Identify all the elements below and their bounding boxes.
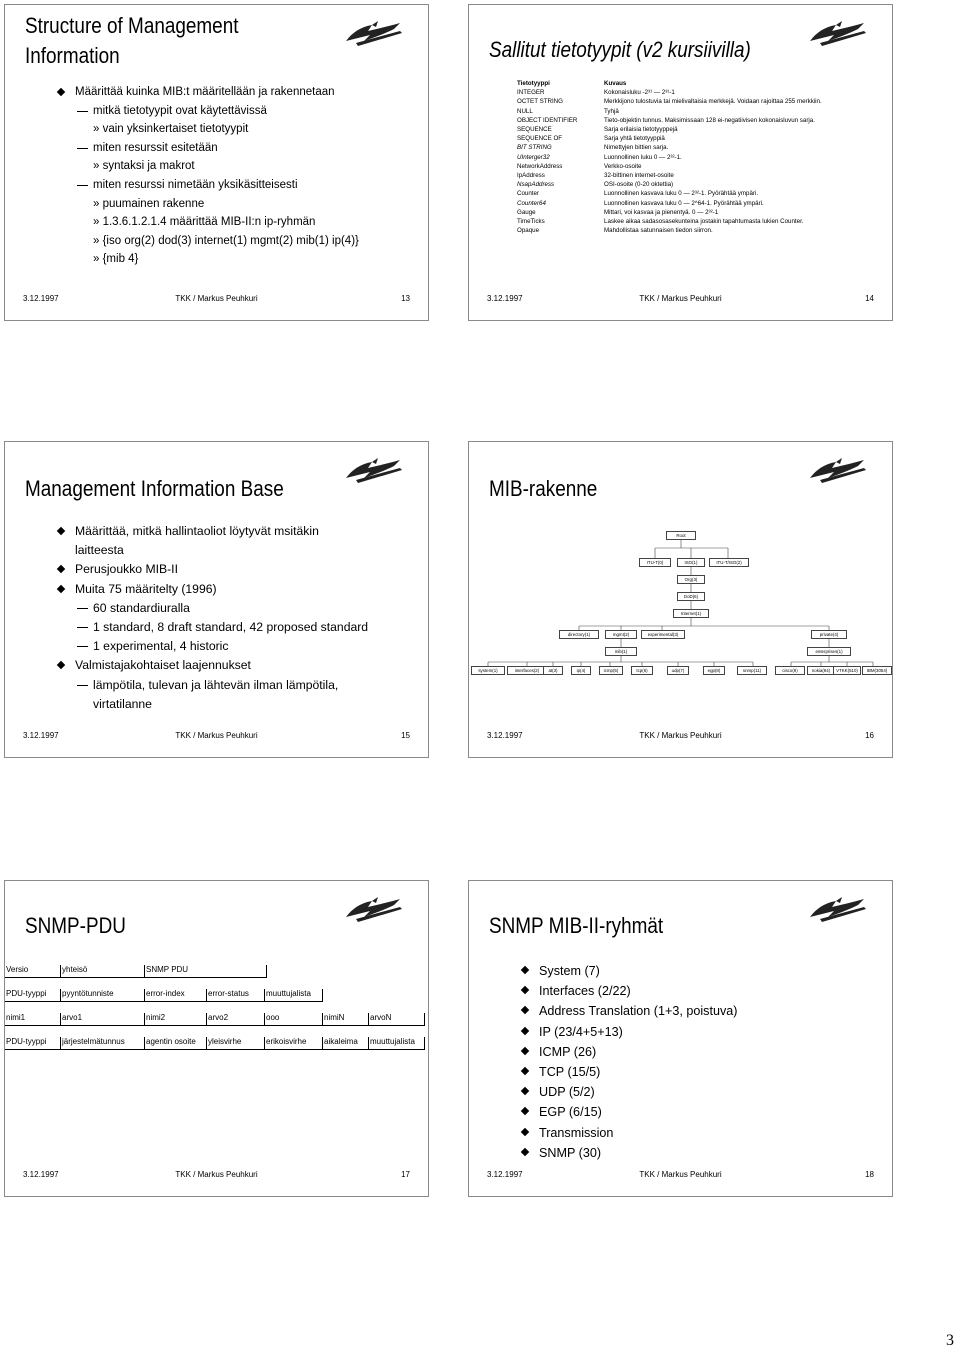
node-mib: mib(1): [605, 647, 637, 656]
slide-title: MIB-rakenne: [489, 476, 598, 501]
footer-date: 3.12.1997: [487, 1170, 523, 1179]
slide-13: [4, 4, 429, 321]
node-interfaces: interfaces(2): [507, 666, 547, 675]
table-row: [517, 199, 844, 208]
sub-item: miten resurssi nimetään yksikäsitteisesti: [5, 176, 428, 195]
table-row: [517, 134, 844, 143]
node-udp: udp(7): [667, 666, 689, 675]
desc-cell: Tyhjä: [604, 107, 619, 115]
pdu-cell: pyyntötunniste: [61, 989, 145, 1002]
desc-cell: Verkko-osoite: [604, 162, 642, 170]
table-row: [517, 189, 844, 198]
slide-footer: [487, 1170, 874, 1182]
slide-number: 15: [401, 731, 410, 740]
footer-date: 3.12.1997: [23, 1170, 59, 1179]
footer-author: TKK / Markus Peuhkuri: [639, 731, 722, 740]
mib-group-item: EGP (6/15): [469, 1102, 892, 1122]
slide-number: 16: [865, 731, 874, 740]
desc-cell: Nimettyjen bittien sarja.: [604, 144, 669, 152]
type-cell: NetworkAddress: [517, 162, 563, 170]
mib-group-item: Transmission: [469, 1123, 892, 1143]
mib-tree-diagram: [469, 530, 893, 700]
table-row: [517, 116, 844, 125]
type-cell: OCTET STRING: [517, 98, 563, 106]
sub-sub-item: » vain yksinkertaiset tietotyypit: [93, 123, 249, 136]
slide-footer: [487, 294, 874, 306]
node-cisco: cisco(9): [775, 666, 805, 675]
mib-group-item: TCP (15/5): [469, 1062, 892, 1082]
sub-item: lämpötila, tulevan ja lähtevän ilman lämpötila,: [5, 676, 428, 695]
bullet-item: Perusjoukko MIB-II: [5, 560, 428, 579]
sub-item: mitkä tietotyypit ovat käytettävissä: [5, 102, 428, 121]
type-cell: SEQUENCE OF: [517, 135, 563, 143]
desc-cell: 32-bittinen internet-osoite: [604, 172, 674, 180]
pdu-cell: erikoisvirhe: [265, 1037, 323, 1050]
sub-sub-item: » {iso org(2) dod(3) internet(1) mgmt(2) mib(1) ip(4)}: [93, 234, 359, 247]
node-mgmt: mgmt(2): [605, 630, 637, 639]
desc-cell: Merkkijono tulostuvia tai mielivaltaisia merkkejä. Voidaan rajoittaa 255 merkkiin.: [604, 98, 822, 106]
slide-number: 13: [401, 294, 410, 303]
slide-18: [468, 880, 893, 1197]
table-row: [517, 171, 844, 180]
table-row: [517, 97, 844, 106]
type-cell: Counter: [517, 190, 540, 198]
slide-15: [4, 441, 429, 758]
slide-footer: [23, 1170, 410, 1182]
desc-cell: Laskee aikaa sadasosasekunteina jostakin tapahtumasta lukien Counter.: [604, 218, 804, 226]
desc-cell: OSI-osoite (0-20 oktettia): [604, 181, 674, 189]
desc-cell: Tieto-objektin tunnus. Maksimissaan 128 ei-negatiivisen kokonaisluvun sarja.: [604, 116, 815, 124]
pdu-cell: muuttujalista: [369, 1037, 425, 1050]
pdu-cell: aikaleima: [323, 1037, 369, 1050]
sub-sub-item: » {mib 4}: [93, 253, 139, 266]
desc-cell: Mahdollistaa satunnaisen tiedon siirron.: [604, 227, 713, 235]
type-cell: OBJECT IDENTIFIER: [517, 116, 578, 124]
node-snmp: snmp(11): [737, 666, 767, 675]
slide-16: [468, 441, 893, 758]
table-row: [517, 217, 844, 226]
table-row: [517, 153, 844, 162]
tkk-logo-icon: [342, 895, 404, 925]
pdu-cell: Versio: [5, 965, 61, 978]
desc-cell: Kokonaisluku -2³¹ — 2³¹-1: [604, 89, 675, 97]
slide-footer: [23, 731, 410, 743]
tkk-logo-icon: [342, 456, 404, 486]
pdu-cell: SNMP PDU: [145, 965, 267, 978]
mib-group-item: Interfaces (2/22): [469, 981, 892, 1001]
data-types-table: [517, 79, 844, 235]
pdu-cell: agentin osoite: [145, 1037, 207, 1050]
slide-footer: [487, 731, 874, 743]
footer-author: TKK / Markus Peuhkuri: [175, 731, 258, 740]
mib-group-item: UDP (5/2): [469, 1082, 892, 1102]
node-org: Org(3): [677, 575, 705, 584]
slide-number: 14: [865, 294, 874, 303]
type-cell: Opaque: [517, 227, 540, 235]
pdu-cell: yleisvirhe: [207, 1037, 265, 1050]
node-enterprises: enterprises(1): [807, 647, 851, 656]
node-ibm: IBM(3054): [862, 666, 892, 675]
node-directory: directory(1): [559, 630, 599, 639]
pdu-cell: arvo2: [207, 1013, 265, 1026]
node-root: Root: [666, 531, 696, 540]
table-row: [517, 208, 844, 217]
node-iso: ISO(1): [677, 558, 705, 567]
table-row: [517, 125, 844, 134]
node-itu: ITU-T(0): [639, 558, 671, 567]
table-row: [517, 226, 844, 235]
desc-cell: Luonnollinen luku 0 — 2³²-1.: [604, 153, 682, 161]
pdu-cell: PDU-tyyppi: [5, 1037, 61, 1050]
bullet-item: Valmistajakohtaiset laajennukset: [5, 656, 428, 675]
pdu-cell: error-index: [145, 989, 207, 1002]
type-cell: UInterger32: [517, 153, 550, 161]
tkk-logo-icon: [806, 456, 868, 486]
sub-item: 1 standard, 8 draft standard, 42 proposed standard: [5, 618, 428, 637]
sub-item: miten resurssit esitetään: [5, 139, 428, 158]
sub-sub-item: » syntaksi ja makrot: [93, 160, 195, 173]
mib-group-item: IP (23/4+5+13): [469, 1022, 892, 1042]
bullet-item: Määrittää, mitkä hallintaoliot löytyvät msitäkin: [5, 522, 428, 541]
slide-17: [4, 880, 429, 1197]
node-egp: egp(8): [703, 666, 725, 675]
node-dod: DoD(6): [677, 592, 705, 601]
pdu-cell: arvoN: [369, 1013, 425, 1026]
type-cell: SEQUENCE: [517, 126, 552, 134]
table-row: [517, 180, 844, 189]
mib-group-item: ICMP (26): [469, 1042, 892, 1062]
type-cell: Gauge: [517, 208, 536, 216]
slide-title: SNMP-PDU: [25, 913, 126, 938]
node-ip: ip(4): [571, 666, 591, 675]
pdu-cell: error-status: [207, 989, 265, 1002]
slide-title: Sallitut tietotyypit (v2 kursiivilla): [489, 37, 751, 62]
sub-item: 60 standardiuralla: [5, 599, 428, 618]
slide-number: 18: [865, 1170, 874, 1179]
node-joint: ITU-T/ISO(2): [709, 558, 749, 567]
node-system: system(1): [471, 666, 505, 675]
table-row: [517, 162, 844, 171]
pdu-cell: nimi1: [5, 1013, 61, 1026]
desc-cell: Sarja erilaisia tietotyyppejä: [604, 126, 678, 134]
pdu-cell: järjestelmätunnus: [61, 1037, 145, 1050]
footer-date: 3.12.1997: [487, 294, 523, 303]
page-number: 3: [946, 1332, 954, 1349]
footer-author: TKK / Markus Peuhkuri: [175, 1170, 258, 1179]
mib-group-item: Address Translation (1+3, poistuva): [469, 1001, 892, 1021]
footer-date: 3.12.1997: [23, 731, 59, 740]
type-cell: NsapAddress: [517, 181, 555, 189]
node-tcp: tcp(6): [631, 666, 653, 675]
desc-cell: Mittari, voi kasvaa ja pienentyä. 0 — 2³²-1: [604, 208, 719, 216]
type-cell: BIT STRING: [517, 144, 552, 152]
slide-14: [468, 4, 893, 321]
bullet-item: Muita 75 määritelty (1996): [5, 580, 428, 599]
tkk-logo-icon: [806, 19, 868, 49]
type-cell: IpAddress: [517, 172, 545, 180]
pdu-cell: arvo1: [61, 1013, 145, 1026]
table-row: [517, 143, 844, 152]
tkk-logo-icon: [342, 19, 404, 49]
footer-author: TKK / Markus Peuhkuri: [639, 1170, 722, 1179]
mib-group-item: SNMP (30): [469, 1143, 892, 1163]
desc-cell: Luonnollinen kasvava luku 0 — 2^64-1. Pyörähtää ympäri.: [604, 199, 764, 207]
pdu-cell: ooo: [265, 1013, 323, 1026]
node-nokia: nokia(94): [807, 666, 835, 675]
slide-footer: [23, 294, 410, 306]
node-private: private(4): [811, 630, 847, 639]
table-header-desc: Kuvaus: [604, 80, 627, 87]
mib-group-item: System (7): [469, 961, 892, 981]
type-cell: INTEGER: [517, 89, 545, 97]
bullet-continuation: laitteesta: [75, 543, 124, 558]
table-header-type: Tietotyyppi: [517, 80, 550, 87]
sub-sub-item: » 1.3.6.1.2.1.4 määrittää MIB-II:n ip-ryhmän: [93, 216, 316, 229]
pdu-cell: muuttujalista: [265, 989, 323, 1002]
node-vtkk: VTKK(510): [833, 666, 861, 675]
type-cell: Counter64: [517, 199, 546, 207]
slide-title-line2: Information: [25, 43, 120, 68]
type-cell: NULL: [517, 107, 533, 115]
footer-date: 3.12.1997: [23, 294, 59, 303]
pdu-cell: yhteisö: [61, 965, 145, 978]
pdu-cell: PDU-tyyppi: [5, 989, 61, 1002]
type-cell: TimeTicks: [517, 218, 545, 226]
node-experimental: experimental(3): [641, 630, 685, 639]
slide-title: Management Information Base: [25, 476, 284, 501]
slide-number: 17: [401, 1170, 410, 1179]
sub-item: 1 experimental, 4 historic: [5, 637, 428, 656]
bullet-item: Määrittää kuinka MIB:t määritellään ja rakennetaan: [5, 83, 428, 102]
table-row: [517, 107, 844, 116]
node-internet: Internet(1): [673, 609, 709, 618]
pdu-cell: nimi2: [145, 1013, 207, 1026]
table-header-row: [517, 79, 844, 88]
footer-date: 3.12.1997: [487, 731, 523, 740]
tkk-logo-icon: [806, 895, 868, 925]
sub-sub-item: » puumainen rakenne: [93, 197, 205, 210]
pdu-cell: nimiN: [323, 1013, 369, 1026]
node-icmp: icmp(5): [599, 666, 623, 675]
desc-cell: Luonnollinen kasvava luku 0 — 2³²-1. Pyörähtää ympäri.: [604, 190, 759, 198]
node-at: at(3): [543, 666, 563, 675]
slide-title-line1: Structure of Management: [25, 13, 239, 38]
slide-title: SNMP MIB-II-ryhmät: [489, 913, 664, 938]
table-row: [517, 88, 844, 97]
footer-author: TKK / Markus Peuhkuri: [175, 294, 258, 303]
desc-cell: Sarja yhtä tietotyyppiä: [604, 135, 665, 143]
sub-continuation: virtatilanne: [93, 696, 152, 711]
footer-author: TKK / Markus Peuhkuri: [639, 294, 722, 303]
